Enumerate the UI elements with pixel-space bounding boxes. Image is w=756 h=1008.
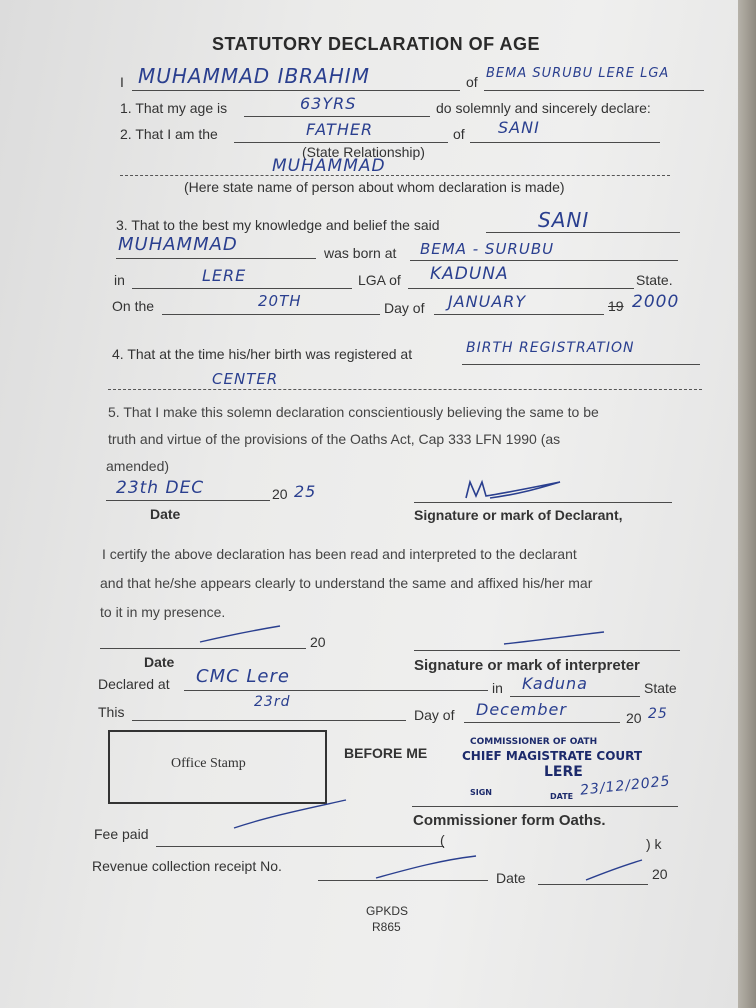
solemn-declaration-line2: truth and virtue of the provisions of the Oaths Act, Cap 333 LFN 1990 (as (108, 431, 561, 447)
subject-surname-line (116, 258, 316, 259)
commissioner-stamp-sign: SIGN (470, 788, 492, 797)
commissioner-signature-line (412, 806, 678, 807)
birth-month-value: JANUARY (448, 292, 527, 311)
declaration-year-printed: 20 (272, 486, 288, 502)
interpreter-signature-label: Signature or mark of interpreter (414, 657, 640, 674)
declarant-name-line (132, 90, 460, 91)
declarant-prefix: I (120, 74, 124, 90)
before-me-label: BEFORE ME (344, 745, 428, 761)
certify-line1: I certify the above declaration has been read and interpreted to the declarant (102, 546, 577, 562)
state-line (408, 288, 634, 289)
relationship-label: 2. That I am the (120, 126, 218, 142)
this-year-printed: 20 (626, 710, 642, 726)
commissioner-stamp-line1: COMMISSIONER OF OATH (470, 737, 598, 747)
subject-name-line (486, 232, 680, 233)
day-of-label-2: Day of (414, 707, 455, 723)
this-year-written: 25 (648, 706, 668, 722)
solemn-declaration-line1: 5. That I make this solemn declaration conscientiously believing the same to be (108, 404, 599, 420)
this-day-line (132, 720, 406, 721)
certify-line3: to it in my presence. (100, 604, 226, 620)
footer-code-2: R865 (372, 920, 401, 934)
declarant-name: MUHAMMAD IBRAHIM (138, 64, 370, 88)
registration-place: BIRTH REGISTRATION (466, 340, 635, 356)
registration-place-line (462, 364, 700, 365)
receipt-date-mark (582, 858, 646, 884)
this-day-value: 23rd (254, 694, 291, 710)
birthplace-line (410, 260, 678, 261)
solemnly-declare-text: do solemnly and sincerely declare: (436, 100, 651, 116)
interpreter-date-line (100, 648, 306, 649)
commissioner-stamp-line2: CHIEF MAGISTRATE COURT (462, 749, 643, 763)
this-month-line (464, 722, 620, 723)
person-line (470, 142, 660, 143)
age-line (244, 116, 430, 117)
certify-line2: and that he/she appears clearly to understand the same and affixed his/her mar (100, 575, 593, 591)
fee-paren: ( (440, 832, 445, 848)
of-label-2: of (453, 126, 465, 142)
state-value: KADUNA (430, 264, 509, 284)
birthplace-value: BEMA - SURUBU (420, 240, 555, 258)
solemn-declaration-line3: amended) (106, 458, 170, 474)
declared-state-line (510, 696, 640, 697)
this-month-value: December (476, 700, 567, 719)
birth-day-value: 20TH (258, 292, 302, 310)
office-stamp-label: Office Stamp (171, 756, 246, 771)
declared-at-label: Declared at (98, 676, 170, 692)
registration-label: 4. That at the time his/her birth was registered at (112, 346, 413, 362)
declarant-address-line (484, 90, 704, 91)
form-title: STATUTORY DECLARATION OF AGE (212, 34, 540, 54)
declaration-date-line (106, 500, 270, 501)
declaration-date-written: 23th DEC (116, 478, 205, 498)
declared-at-line (184, 690, 488, 691)
birth-month-line (434, 314, 604, 315)
person-full-name: MUHAMMAD (272, 156, 386, 176)
registration-place-cont: CENTER (212, 370, 279, 388)
fee-paid-line (156, 846, 444, 847)
of-label: of (466, 74, 478, 90)
relationship-line (234, 142, 448, 143)
declared-state: Kaduna (522, 674, 588, 693)
commissioner-stamp-line3: LERE (544, 764, 583, 780)
receipt-date-label: Date (496, 870, 526, 886)
relationship-value: FATHER (306, 120, 374, 139)
commissioner-stamp-date: DATE (550, 792, 574, 801)
person-name-hint: (Here state name of person about whom declaration is made) (184, 179, 565, 195)
age-label: 1. That my age is (120, 100, 228, 116)
relationship-hint: (State Relationship) (302, 144, 425, 160)
lga-value: LERE (202, 266, 247, 285)
state-label: State. (636, 272, 673, 288)
fee-paid-label: Fee paid (94, 826, 149, 842)
receipt-date-line (538, 884, 648, 885)
declared-at-place: CMC Lere (196, 666, 290, 687)
declared-state-label: State (644, 680, 677, 696)
footer-code-1: GPKDS (366, 904, 409, 918)
receipt-mark (372, 852, 482, 882)
on-the-label: On the (112, 298, 155, 314)
declarant-signature-label: Signature or mark of Declarant, (414, 507, 623, 523)
knowledge-belief-label: 3. That to the best my knowledge and belief the said (116, 217, 440, 233)
birth-day-line (162, 314, 380, 315)
interpreter-year-printed: 20 (310, 634, 326, 650)
subject-name: SANI (538, 208, 590, 232)
interpreter-date-label: Date (144, 654, 175, 670)
born-at-label: was born at (324, 245, 397, 261)
lga-line (132, 288, 352, 289)
year-printed-prefix: 19 (608, 298, 624, 314)
commissioner-date-written: 23/12/2025 (579, 773, 672, 799)
declaration-year-written: 25 (294, 482, 317, 501)
commissioner-label: Commissioner form Oaths. (413, 812, 606, 829)
registration-place-line-2 (108, 389, 702, 390)
interpreter-signature-line (414, 650, 680, 651)
in-label: in (114, 272, 125, 288)
declarant-address: BEMA SURUBU LERE LGA (486, 66, 670, 81)
fee-kobo: ) k (646, 836, 662, 852)
paper-edge-shadow (738, 0, 756, 1008)
fee-paid-mark (230, 796, 352, 832)
person-value: SANI (498, 118, 540, 137)
date-label: Date (150, 506, 181, 522)
interpreter-date-mark (196, 624, 286, 646)
declarant-signature (460, 474, 570, 506)
this-label: This (98, 704, 125, 720)
in-label-2: in (492, 680, 503, 696)
age-value: 63YRS (300, 94, 357, 113)
interpreter-signature-mark (500, 628, 610, 648)
person-name-line (120, 175, 670, 176)
subject-surname: MUHAMMAD (118, 234, 238, 255)
receipt-label: Revenue collection receipt No. (92, 858, 282, 874)
receipt-year-printed: 20 (652, 866, 668, 882)
birth-year-value: 2000 (632, 292, 680, 312)
day-of-label: Day of (384, 300, 425, 316)
lga-of-label: LGA of (358, 272, 401, 288)
